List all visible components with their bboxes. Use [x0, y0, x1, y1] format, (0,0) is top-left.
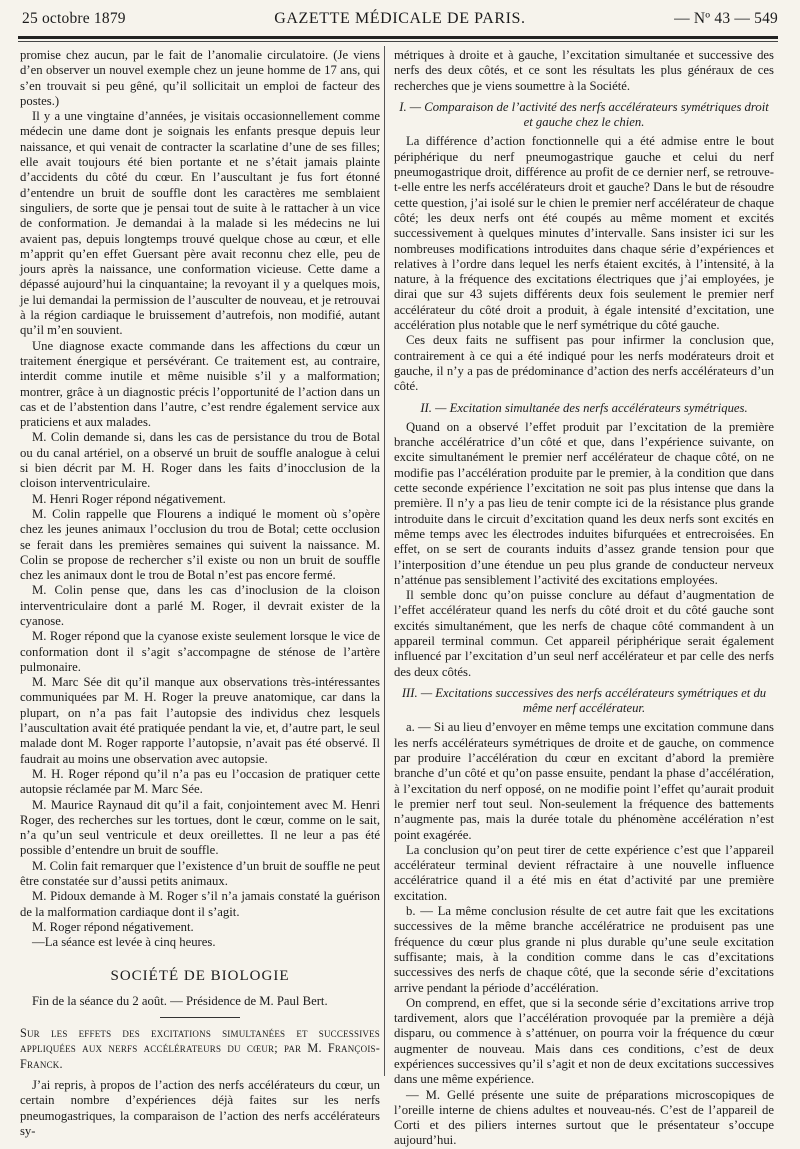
- paragraph: M. Roger répond que la cyanose existe seulement lorsque le vice de conformation dont il s’agit s’accompagne de sténose de l’artère pulmonaire.: [20, 629, 380, 674]
- paragraph: M. Colin demande si, dans les cas de persistance du trou de Botal ou du canal artériel, on a observé un bruit de souffle analogue à celui si bien décrit par M. H. Roger dans les faits d’inocclusion de la cloison interventriculaire.: [20, 430, 380, 491]
- paragraph: promise chez aucun, par le fait de l’anomalie circulatoire. (Je viens d’en observer un nouvel exemple chez un jeune homme de 17 ans, qui s’en trouvait si peu gêné, qu’il sollicitait un emploi de facteur des postes.): [20, 48, 380, 108]
- paragraph: métriques à droite et à gauche, l’excitation simultanée et successive des nerfs des deux côtés, et ce sont les résultats les plus généraux de ces recherches que je viens soumettre à la Société.: [394, 48, 774, 93]
- paragraph: a. — Si au lieu d’envoyer en même temps une excitation commune dans les nerfs accélérateurs symétriques de droite et de gauche, on commence par produire l’accélération du cœur en excitant d’abord la première branche d’un côté et qu’on passe ensuite, pendant la phase d’accélération, à l’excitation du nerf opposé, on ne modifie point l’effet qu’aurait produit le premier nerf tout seul. Non-seulement la fréquence des battements n’augmente pas, mais la durée totale du phénomène accélération n’est point exagérée.: [394, 720, 774, 842]
- section-heading: II. — Excitation simultanée des nerfs accélérateurs symétriques.: [420, 400, 748, 415]
- paragraph: On comprend, en effet, que si la seconde série d’excitations arrive trop tardivement, alors que l’accélération provoquée par la première a déjà disparu, ou commence à s’atténuer, on pourra voir la fréquence du cœur augmenter de nouveau. Mais dans ces conditions, c’est de deux expériences successives qu’il s’agit et non de deux excitations successives dans une même expérience.: [394, 995, 774, 1087]
- paragraph: M. Marc Sée dit qu’il manque aux observations très-intéressantes communiquées par M. H. Roger la preuve anatomique, car dans la plupart, on n’a pas fait l’autopsie des individus chez lesquels l’auscultation avait été pratiquée pendant la vie, et, d’autre part, le seul malade dont M. Roger rapporte l’autopsie, n’avait pas été observé. Il faudrait au moins une observation avec autopsie.: [20, 675, 380, 766]
- paragraph: M. H. Roger répond qu’il n’a pas eu l’occasion de pratiquer cette autopsie réclamée par M. Marc Sée.: [20, 766, 380, 797]
- paragraph: M. Roger répond négativement.: [32, 919, 194, 934]
- paragraph: Il semble donc qu’on puisse conclure au défaut d’augmentation de l’effet accélérateur quand les nerfs du côté droit et du côté gauche sont excités simultanément, que les nerfs de chaque côté commandent à un appareil terminal commun. Cet appareil périphérique serait également influencé par l’excitation d’un seul nerf accélérateur et par celle des nerfs des deux côtés.: [394, 588, 774, 679]
- paragraph: Une diagnose exacte commande dans les affections du cœur un traitement énergique et persévérant. Ce traitement est, au contraire, interdit comme inutile et même nuisible s’il y a malformation; montrer, grâce à un diagnostic précis l’opportunité de l’action dans un cas et de l’abstention dans l’autre, c’est rendre également service aux praticiens et aux malades.: [20, 338, 380, 430]
- page-header: [22, 10, 778, 34]
- paragraph: M. Colin fait remarquer que l’existence d’un bruit de souffle ne peut être constatée sur d’aussi petits animaux.: [20, 858, 380, 889]
- session-rule: [160, 1017, 240, 1018]
- left-column: [20, 48, 380, 1139]
- header-issue: — Nº 43 —: [674, 10, 751, 27]
- paragraph: — M. Gellé présente une suite de préparations microscopiques de l’oreille interne de chiens adultes et nouveau-nés. C’est de l’appareil de Corti et des piliers internes surtout que le présentateur s’occupe aujourd’hui.: [394, 1087, 774, 1148]
- paragraph: Il y a une vingtaine d’années, je visitais occasionnellement comme médecin une dame dont je soignais les enfants presque depuis leur naissance, et qui venait de contracter la scarlatine d’une de ses filles; elle avait toujours été bien portante et ne s’était jamais plainte d’accidents du côté du cœur. En l’auscultant je fus fort étonné d’entendre un bruit de souffle dont les caractères me semblaient singuliers, de sorte que je pensai tout de suite à le rattacher à un vice de conformation. Je demandai à la malade si les médecins ne lui avaient pas, depuis longtemps trouvé quelque chose au cœur, et elle m’apprit qu’en effet Guersant père avait reconnu chez elle, peu de jours après la naissance, une conformation vicieuse. Cette dame a dépassé aujourd’hui la cinquantaine; la revoyant il y a quelques mois, je lui demandai la permission de l’ausculter de nouveau, et je retrouvai à la région cardiaque le bruissement d’autrefois, non modifié, autant qu’il m’en souvient.: [20, 109, 380, 338]
- society-heading: SOCIÉTÉ DE BIOLOGIE: [110, 967, 290, 984]
- paragraph: —La séance est levée à cinq heures.: [32, 935, 216, 950]
- paragraph: Quand on a observé l’effet produit par l’excitation de la première branche accélératrice d’un côté et que, dans l’expérience suivante, on excite simultanément le premier nerf accélérateur de chaque côté, on ne modifie pas l’accélération produite par le premier, à la condition que dans cette seconde expérience l’excitation ne soit pas plus intense que dans la première. Il n’y a pas lieu de tenir compte ici de la résistance plus grande introduite dans le circuit d’excitation quand les deux nerfs sont excités en même temps avec les électrodes induites bifurquées et entrecroisées. En effet, on se sert de courants induits d’assez grande tension pour que l’interposition d’une étendue un peu plus grande de conducteur nerveux n’atténue pas sensiblement l’activité des excitations employées.: [394, 419, 774, 587]
- section-heading: I. — Comparaison de l’activité des nerfs accélérateurs symétriques droit et gauche chez le chien.: [399, 99, 769, 130]
- session-line: Fin de la séance du 2 août. — Présidence de M. Paul Bert.: [32, 993, 328, 1008]
- header-rule-thick: [18, 36, 778, 39]
- header-date: 25 octobre 1879: [22, 10, 126, 27]
- article-title: Sur les effets des excitations simultanées et successives appliquées aux nerfs accélérateurs du cœur; par M. François-Franck.: [20, 1026, 380, 1071]
- section-heading: III. — Excitations successives des nerfs accélérateurs symétriques et du même nerf accélérateur.: [401, 685, 767, 716]
- paragraph: M. Henri Roger répond négativement.: [32, 491, 226, 506]
- paragraph: La différence d’action fonctionnelle qui a été admise entre le bout périphérique du nerf pneumogastrique gauche et celui du nerf pneumogastrique droit, différence au profit de ce dernier nerf, se retrouve-t-elle entre les nerfs accélérateurs droit et gauche? Dans le but de résoudre cette question, j’ai isolé sur le chien le premier nerf accélérateur de chaque côté; les deux nerfs ont été coupés au même moment et excités successivement à quelques minutes d’intervalle. Sans insister ici sur les nombreuses modifications introduites dans chaque série d’expériences et relatives à l’ordre dans lequel les nerfs étaient excités, à l’intensité, à la nature, à la fréquence des excitations électriques que j’ai employées, je dirai que sur 43 sujets différents deux fois seulement le premier nerf accélérateur du côté droit a produit, à égale intensité d’excitation, une accélération plus notable que le nerf symétrique du côté gauche.: [394, 134, 774, 333]
- column-divider: [384, 46, 385, 1076]
- paragraph: La conclusion qu’on peut tirer de cette expérience c’est que l’appareil accélérateur terminal devient réfractaire à une nouvelle influence accélératrice quand il a été mis en état d’activité par une première excitation.: [394, 842, 774, 903]
- paragraph: M. Pidoux demande à M. Roger s’il n’a jamais constaté la guérison de la malformation cardiaque dont il s’agit.: [20, 889, 380, 919]
- paragraph: M. Colin pense que, dans les cas d’inoclusion de la cloison interventriculaire dont a parlé M. Roger, il devrait exister de la cyanose.: [20, 583, 380, 628]
- header-rule-thin: [18, 41, 778, 42]
- paragraph: J’ai repris, à propos de l’action des nerfs accélérateurs du cœur, un certain nombre d’expériences déjà faites sur les nerfs pneumogastriques, la comparaison de l’action des nerfs accélérateurs sy-: [20, 1078, 380, 1138]
- header-title: GAZETTE MÉDICALE DE PARIS.: [274, 10, 526, 27]
- paragraph: M. Colin rappelle que Flourens a indiqué le moment où s’opère chez les jeunes animaux l’occlusion du trou de Botal; cette occlusion se ferait dans les premières semaines qui suivent la naissance. M. Colin se propose de rechercher s’il existe ou non un bruit de souffle chez les animaux dont le trou de Botal n’est pas encore fermé.: [20, 506, 380, 583]
- paragraph: M. Maurice Raynaud dit qu’il a fait, conjointement avec M. Henri Roger, des recherches sur les tortues, dont le cœur, comme on le sait, n’a qu’un seul ventricule et deux oreillettes. Il ne leur a pas été possible d’entendre un bruit de souffle.: [20, 797, 380, 858]
- paragraph: Ces deux faits ne suffisent pas pour infirmer la conclusion que, contrairement à ce qui a été indiqué pour les nerfs modérateurs droit et gauche, il n’y a pas de prédominance d’action des nerfs accélérateurs d’un côté.: [394, 333, 774, 394]
- header-page-number: 549: [754, 10, 778, 27]
- right-column: [394, 48, 774, 1149]
- header-issue-page: [674, 10, 778, 28]
- paragraph: b. — La même conclusion résulte de cet autre fait que les excitations successives de la même branche accélératrice ne produisent pas une fréquence du cœur plus grande ni plus durable qu’une seule excitation suffisante; mais, à la condition comme dans le cas d’excitations successives des nerfs de chaque côté, que la seconde série d’excitations arrive pendant la période d’accélération.: [394, 904, 774, 995]
